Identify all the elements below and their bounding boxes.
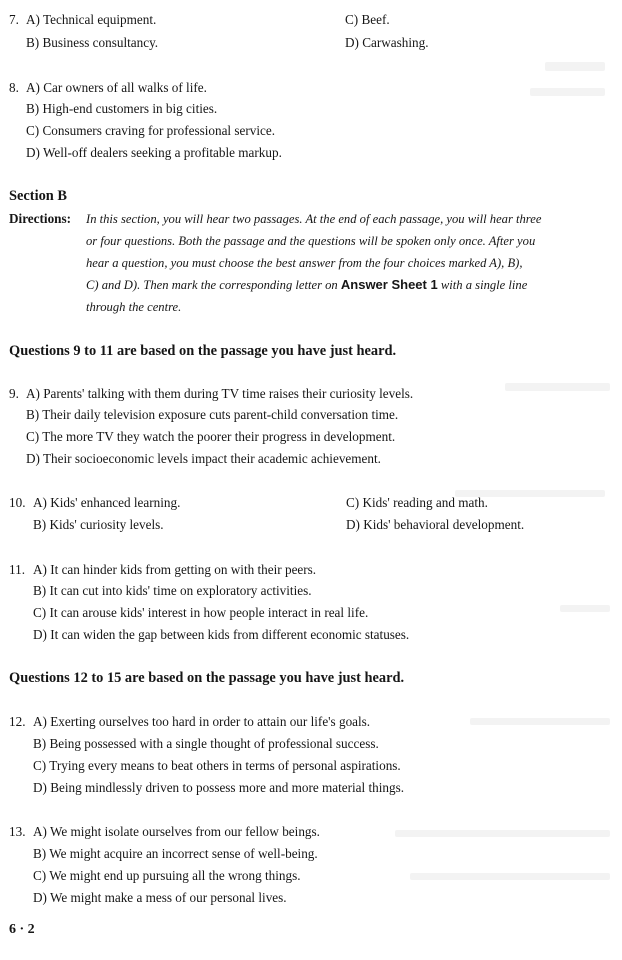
question-number: 8. (9, 80, 19, 95)
option-b: B) High-end customers in big cities. (26, 101, 218, 116)
option-c: C) Consumers craving for professional service. (26, 123, 276, 138)
option-b: B) Being possessed with a single thought of professional success. (33, 736, 379, 751)
option-d: D) Carwashing. (345, 35, 429, 50)
question-number: 12. (9, 714, 26, 729)
question-number: 9. (9, 386, 19, 401)
option-c: C) Kids' reading and math. (346, 495, 488, 510)
option-a: A) Technical equipment. (26, 12, 157, 27)
option-d: D) Being mindlessly driven to possess more and more material things. (33, 780, 405, 795)
option-b: B) Their daily television exposure cuts parent-child conversation time. (26, 407, 399, 422)
option-a: A) Parents' talking with them during TV time raises their curiosity levels. (26, 386, 414, 401)
question-number: 7. (9, 12, 19, 27)
option-a: A) Kids' enhanced learning. (33, 495, 181, 510)
question-number: 11. (9, 562, 25, 577)
directions-line-4-end: with a single line (440, 278, 528, 292)
directions-line-4 (86, 277, 527, 293)
option-d: D) We might make a mess of our personal lives. (33, 890, 287, 905)
option-b: B) It can cut into kids' time on exploratory activities. (33, 583, 312, 598)
option-d: D) It can widen the gap between kids from different economic statuses. (33, 627, 410, 642)
option-a: A) Car owners of all walks of life. (26, 80, 207, 95)
option-c: C) Trying every means to beat others in terms of personal aspirations. (33, 758, 401, 773)
option-d: D) Well-off dealers seeking a profitable markup. (26, 145, 282, 160)
group-heading-9-11: Questions 9 to 11 are based on the passage you have just heard. (9, 343, 397, 359)
answer-sheet-label: Answer Sheet 1 (340, 277, 438, 292)
directions-line-1: In this section, you will hear two passages. At the end of each passage, you will hear three (86, 212, 542, 226)
directions-label: Directions: (9, 211, 72, 226)
page-number: 6 · 2 (9, 922, 35, 937)
option-b: B) Business consultancy. (26, 35, 159, 50)
section-title: Section B (9, 188, 67, 204)
option-b: B) We might acquire an incorrect sense of well-being. (33, 846, 318, 861)
directions-line-5: through the centre. (86, 300, 182, 314)
directions-line-2: or four questions. Both the passage and the questions will be spoken only once. After you (86, 234, 536, 248)
group-heading-12-15: Questions 12 to 15 are based on the passage you have just heard. (9, 670, 405, 686)
option-a: A) We might isolate ourselves from our fellow beings. (33, 824, 320, 839)
option-c: C) We might end up pursuing all the wrong things. (33, 868, 301, 883)
option-a: A) It can hinder kids from getting on with their peers. (33, 562, 317, 577)
question-number: 13. (9, 824, 26, 839)
option-c: C) It can arouse kids' interest in how people interact in real life. (33, 605, 369, 620)
option-c: C) The more TV they watch the poorer their progress in development. (26, 429, 396, 444)
option-a: A) Exerting ourselves too hard in order to attain our life's goals. (33, 714, 371, 729)
option-b: B) Kids' curiosity levels. (33, 517, 164, 532)
option-d: D) Kids' behavioral development. (346, 517, 525, 532)
question-number: 10. (9, 495, 26, 510)
option-d: D) Their socioeconomic levels impact their academic achievement. (26, 451, 381, 466)
directions-line-4-start: C) and D). Then mark the corresponding letter on (86, 278, 338, 292)
option-c: C) Beef. (345, 12, 390, 27)
directions-line-3: hear a question, you must choose the best answer from the four choices marked A), B), (86, 256, 523, 270)
